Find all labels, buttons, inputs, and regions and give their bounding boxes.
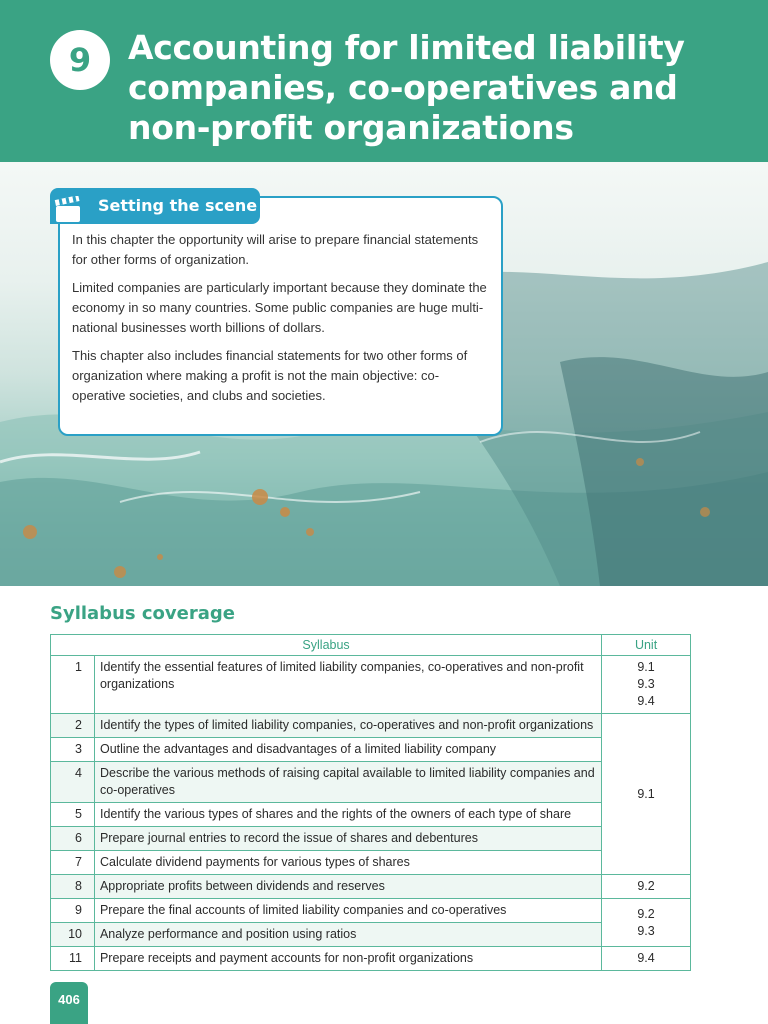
row-number: 11 xyxy=(51,947,95,971)
row-units-group xyxy=(602,714,691,875)
row-number: 4 xyxy=(51,762,95,803)
table-row xyxy=(51,803,691,827)
chapter-title-line: Accounting for limited liability xyxy=(128,28,685,67)
clapperboard-icon xyxy=(52,196,86,226)
row-number: 5 xyxy=(51,803,95,827)
chapter-title xyxy=(128,28,748,148)
table-row xyxy=(51,923,691,947)
chapter-number: 9 xyxy=(68,41,92,79)
row-description: Identify the types of limited liability companies, co-operatives and non-profit organizations xyxy=(94,714,601,738)
row-units xyxy=(602,947,691,971)
row-units xyxy=(602,656,691,714)
column-header-unit: Unit xyxy=(602,635,691,656)
row-description: Prepare journal entries to record the issue of shares and debentures xyxy=(94,827,601,851)
table-row xyxy=(51,714,691,738)
row-description: Calculate dividend payments for various types of shares xyxy=(94,851,601,875)
table-row xyxy=(51,875,691,899)
chapter-title-line: non-profit organizations xyxy=(128,108,574,147)
row-description: Identify the various types of shares and the rights of the owners of each type of share xyxy=(94,803,601,827)
row-number: 3 xyxy=(51,738,95,762)
row-description: Outline the advantages and disadvantages of a limited liability company xyxy=(94,738,601,762)
setting-the-scene-label: Setting the scene xyxy=(98,196,258,215)
row-description: Prepare the final accounts of limited liability companies and co-operatives xyxy=(94,899,601,923)
chapter-title-line: companies, co-operatives and xyxy=(128,68,678,107)
row-number: 6 xyxy=(51,827,95,851)
row-number: 8 xyxy=(51,875,95,899)
row-description: Prepare receipts and payment accounts for non-profit organizations xyxy=(94,947,601,971)
unit-value: 9.3 xyxy=(637,923,655,938)
chapter-header xyxy=(0,0,768,162)
chapter-number-badge xyxy=(50,30,110,90)
row-units xyxy=(602,875,691,899)
scene-paragraph: In this chapter the opportunity will arise to prepare financial statements for other forms of organization. xyxy=(72,232,479,267)
page-number: 406 xyxy=(50,982,88,1024)
syllabus-table xyxy=(50,634,691,971)
table-row xyxy=(51,851,691,875)
table-row xyxy=(51,738,691,762)
row-description: Appropriate profits between dividends and reserves xyxy=(94,875,601,899)
row-description: Identify the essential features of limited liability companies, co-operatives and non-profit organizations xyxy=(94,656,601,714)
row-number: 7 xyxy=(51,851,95,875)
unit-value: 9.4 xyxy=(637,694,655,708)
unit-value: 9.4 xyxy=(637,951,655,965)
table-row xyxy=(51,762,691,803)
table-row xyxy=(51,899,691,923)
table-row xyxy=(51,947,691,971)
unit-value: 9.2 xyxy=(637,879,655,893)
row-number: 1 xyxy=(51,656,95,714)
row-description: Analyze performance and position using ratios xyxy=(94,923,601,947)
row-units-group xyxy=(602,899,691,947)
unit-value: 9.1 xyxy=(637,660,655,674)
table-row xyxy=(51,656,691,714)
scene-paragraph: Limited companies are particularly important because they dominate the economy in so many countries. Some public companies are huge multi-national businesses worth billions of dollars. xyxy=(72,280,487,335)
unit-value: 9.2 xyxy=(637,906,655,921)
scene-paragraph: This chapter also includes financial statements for two other forms of organization where making a profit is not the main objective: co-operative societies, and clubs and societies. xyxy=(72,348,468,403)
syllabus-heading: Syllabus coverage xyxy=(50,603,235,624)
setting-the-scene-text xyxy=(72,230,492,414)
row-description: Describe the various methods of raising capital available to limited liability companies and co-operatives xyxy=(94,762,601,803)
row-number: 2 xyxy=(51,714,95,738)
row-number: 9 xyxy=(51,899,95,923)
row-number: 10 xyxy=(51,923,95,947)
unit-value: 9.1 xyxy=(637,786,655,801)
table-row xyxy=(51,827,691,851)
unit-value: 9.3 xyxy=(637,677,655,691)
table-header-row xyxy=(51,635,691,656)
column-header-syllabus: Syllabus xyxy=(51,635,602,656)
